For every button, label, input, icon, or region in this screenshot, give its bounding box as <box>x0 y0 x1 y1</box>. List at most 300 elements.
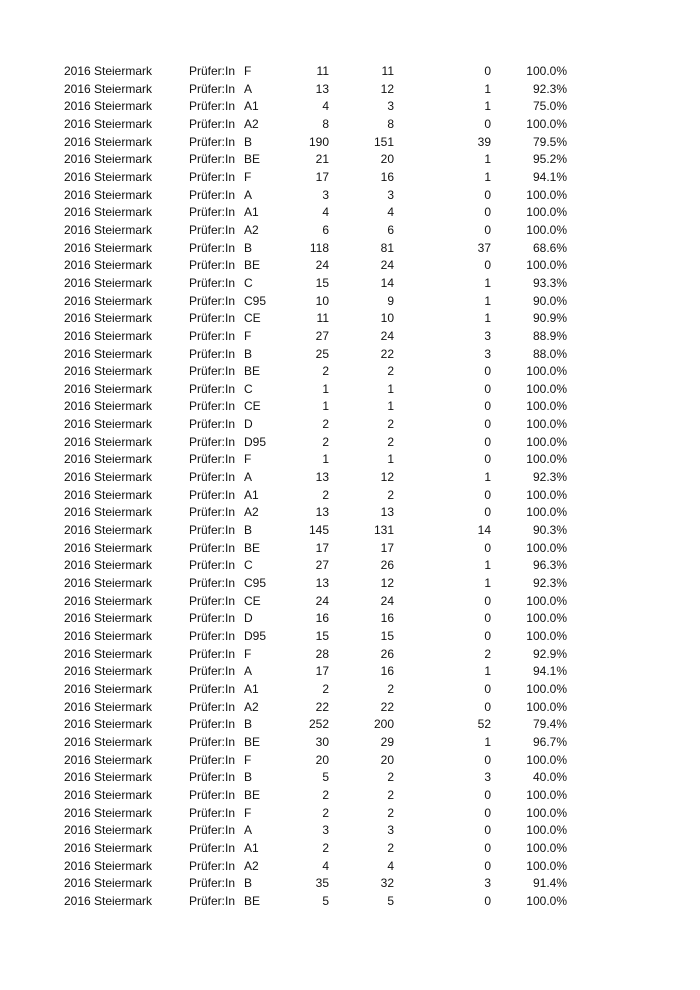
passed-cell: 22 <box>380 699 394 714</box>
total-cell: 27 <box>315 328 329 343</box>
role-cell: Prüfer:In <box>189 258 236 273</box>
table-row <box>0 81 700 99</box>
license-class-cell: A1 <box>244 205 259 220</box>
pass-rate-cell: 100.0% <box>526 805 567 820</box>
license-class-cell: BE <box>244 152 261 167</box>
pass-rate-cell: 96.7% <box>532 734 567 749</box>
year-cell: 2016 <box>64 717 91 732</box>
license-class-cell: B <box>244 134 253 149</box>
year-cell: 2016 <box>64 222 91 237</box>
table-row <box>0 346 700 364</box>
passed-cell: 2 <box>387 487 394 502</box>
year-cell: 2016 <box>64 593 91 608</box>
year-cell: 2016 <box>64 540 91 555</box>
total-cell: 5 <box>322 770 329 785</box>
table-row <box>0 187 700 205</box>
region-cell: Steiermark <box>94 611 153 626</box>
table-row <box>0 151 700 169</box>
role-cell: Prüfer:In <box>189 611 236 626</box>
passed-cell: 32 <box>380 876 394 891</box>
table-row <box>0 381 700 399</box>
table-row <box>0 116 700 134</box>
failed-cell: 0 <box>484 752 491 767</box>
license-class-cell: F <box>244 328 252 343</box>
passed-cell: 2 <box>387 434 394 449</box>
license-class-cell: D95 <box>244 434 267 449</box>
pass-rate-cell: 100.0% <box>526 417 567 432</box>
year-cell: 2016 <box>64 876 91 891</box>
passed-cell: 24 <box>380 593 394 608</box>
passed-cell: 2 <box>387 787 394 802</box>
spreadsheet-table <box>0 63 700 911</box>
year-cell: 2016 <box>64 576 91 591</box>
total-cell: 2 <box>322 805 329 820</box>
role-cell: Prüfer:In <box>189 275 236 290</box>
role-cell: Prüfer:In <box>189 328 236 343</box>
year-cell: 2016 <box>64 152 91 167</box>
pass-rate-cell: 100.0% <box>526 858 567 873</box>
failed-cell: 37 <box>477 240 491 255</box>
role-cell: Prüfer:In <box>189 558 236 573</box>
license-class-cell: B <box>244 346 253 361</box>
license-class-cell: A <box>244 470 253 485</box>
license-class-cell: F <box>244 452 252 467</box>
pass-rate-cell: 92.9% <box>532 646 567 661</box>
passed-cell: 12 <box>380 576 394 591</box>
pass-rate-cell: 92.3% <box>532 576 567 591</box>
year-cell: 2016 <box>64 558 91 573</box>
passed-cell: 151 <box>373 134 394 149</box>
passed-cell: 11 <box>381 64 394 78</box>
total-cell: 25 <box>315 346 329 361</box>
table-row <box>0 434 700 452</box>
failed-cell: 0 <box>484 805 491 820</box>
license-class-cell: A <box>244 664 253 679</box>
failed-cell: 1 <box>484 152 491 167</box>
table-row <box>0 293 700 311</box>
passed-cell: 1 <box>387 452 394 467</box>
failed-cell: 3 <box>484 876 491 891</box>
region-cell: Steiermark <box>94 487 153 502</box>
table-row <box>0 805 700 823</box>
passed-cell: 22 <box>380 346 394 361</box>
failed-cell: 1 <box>484 81 491 96</box>
failed-cell: 0 <box>484 116 491 131</box>
year-cell: 2016 <box>64 470 91 485</box>
failed-cell: 0 <box>484 823 491 838</box>
license-class-cell: BE <box>244 364 261 379</box>
pass-rate-cell: 93.3% <box>532 275 567 290</box>
pass-rate-cell: 100.0% <box>526 787 567 802</box>
region-cell: Steiermark <box>94 558 153 573</box>
pass-rate-cell: 100.0% <box>526 487 567 502</box>
license-class-cell: A2 <box>244 858 259 873</box>
failed-cell: 0 <box>484 452 491 467</box>
total-cell: 118 <box>309 240 329 255</box>
total-cell: 20 <box>315 752 329 767</box>
failed-cell: 0 <box>484 187 491 202</box>
role-cell: Prüfer:In <box>189 434 236 449</box>
failed-cell: 0 <box>484 258 491 273</box>
region-cell: Steiermark <box>94 858 153 873</box>
table-row <box>0 575 700 593</box>
table-row <box>0 681 700 699</box>
failed-cell: 0 <box>484 64 491 78</box>
pass-rate-cell: 92.3% <box>532 470 567 485</box>
total-cell: 13 <box>315 81 329 96</box>
license-class-cell: F <box>244 169 252 184</box>
region-cell: Steiermark <box>94 787 153 802</box>
total-cell: 30 <box>315 734 329 749</box>
failed-cell: 2 <box>484 646 491 661</box>
license-class-cell: C95 <box>244 576 267 591</box>
pass-rate-cell: 100.0% <box>526 116 567 131</box>
table-row <box>0 769 700 787</box>
region-cell: Steiermark <box>94 222 153 237</box>
pass-rate-cell: 100.0% <box>526 840 567 855</box>
year-cell: 2016 <box>64 381 91 396</box>
total-cell: 2 <box>322 434 329 449</box>
year-cell: 2016 <box>64 770 91 785</box>
year-cell: 2016 <box>64 399 91 414</box>
pass-rate-cell: 100.0% <box>526 64 567 78</box>
total-cell: 17 <box>315 540 329 555</box>
year-cell: 2016 <box>64 240 91 255</box>
license-class-cell: B <box>244 240 253 255</box>
table-row <box>0 310 700 328</box>
total-cell: 11 <box>316 64 329 78</box>
region-cell: Steiermark <box>94 452 153 467</box>
passed-cell: 81 <box>380 240 394 255</box>
region-cell: Steiermark <box>94 134 153 149</box>
year-cell: 2016 <box>64 275 91 290</box>
table-row <box>0 716 700 734</box>
total-cell: 2 <box>322 417 329 432</box>
failed-cell: 0 <box>484 205 491 220</box>
region-cell: Steiermark <box>94 258 153 273</box>
pass-rate-cell: 100.0% <box>526 893 567 908</box>
pass-rate-cell: 94.1% <box>532 664 567 679</box>
total-cell: 2 <box>322 487 329 502</box>
role-cell: Prüfer:In <box>189 734 236 749</box>
role-cell: Prüfer:In <box>189 858 236 873</box>
table-row <box>0 275 700 293</box>
license-class-cell: BE <box>244 734 261 749</box>
table-row <box>0 363 700 381</box>
region-cell: Steiermark <box>94 399 153 414</box>
table-row <box>0 557 700 575</box>
license-class-cell: BE <box>244 258 261 273</box>
total-cell: 4 <box>322 858 329 873</box>
role-cell: Prüfer:In <box>189 523 236 538</box>
role-cell: Prüfer:In <box>189 240 236 255</box>
role-cell: Prüfer:In <box>189 452 236 467</box>
year-cell: 2016 <box>64 805 91 820</box>
passed-cell: 131 <box>373 523 394 538</box>
region-cell: Steiermark <box>94 523 153 538</box>
pass-rate-cell: 90.0% <box>532 293 567 308</box>
year-cell: 2016 <box>64 64 91 78</box>
region-cell: Steiermark <box>94 505 153 520</box>
passed-cell: 1 <box>387 399 394 414</box>
role-cell: Prüfer:In <box>189 681 236 696</box>
year-cell: 2016 <box>64 699 91 714</box>
passed-cell: 6 <box>387 222 394 237</box>
total-cell: 17 <box>315 169 329 184</box>
region-cell: Steiermark <box>94 81 153 96</box>
license-class-cell: CE <box>244 311 261 326</box>
failed-cell: 0 <box>484 611 491 626</box>
role-cell: Prüfer:In <box>189 664 236 679</box>
total-cell: 2 <box>322 787 329 802</box>
table-row <box>0 628 700 646</box>
pass-rate-cell: 100.0% <box>526 205 567 220</box>
region-cell: Steiermark <box>94 187 153 202</box>
pass-rate-cell: 100.0% <box>526 434 567 449</box>
pass-rate-cell: 100.0% <box>526 540 567 555</box>
region-cell: Steiermark <box>94 116 153 131</box>
total-cell: 13 <box>315 505 329 520</box>
region-cell: Steiermark <box>94 152 153 167</box>
pass-rate-cell: 88.0% <box>532 346 567 361</box>
failed-cell: 0 <box>484 381 491 396</box>
pass-rate-cell: 79.4% <box>532 717 567 732</box>
total-cell: 35 <box>315 876 329 891</box>
total-cell: 24 <box>315 258 329 273</box>
role-cell: Prüfer:In <box>189 470 236 485</box>
license-class-cell: C <box>244 275 253 290</box>
region-cell: Steiermark <box>94 717 153 732</box>
year-cell: 2016 <box>64 364 91 379</box>
total-cell: 1 <box>322 452 329 467</box>
passed-cell: 2 <box>387 417 394 432</box>
region-cell: Steiermark <box>94 752 153 767</box>
failed-cell: 0 <box>484 487 491 502</box>
table-row <box>0 540 700 558</box>
license-class-cell: F <box>244 64 252 78</box>
role-cell: Prüfer:In <box>189 152 236 167</box>
pass-rate-cell: 88.9% <box>532 328 567 343</box>
passed-cell: 2 <box>387 770 394 785</box>
role-cell: Prüfer:In <box>189 205 236 220</box>
failed-cell: 1 <box>484 275 491 290</box>
failed-cell: 1 <box>484 734 491 749</box>
year-cell: 2016 <box>64 328 91 343</box>
region-cell: Steiermark <box>94 64 153 78</box>
failed-cell: 0 <box>484 399 491 414</box>
region-cell: Steiermark <box>94 805 153 820</box>
table-row <box>0 787 700 805</box>
region-cell: Steiermark <box>94 681 153 696</box>
failed-cell: 0 <box>484 364 491 379</box>
total-cell: 3 <box>322 823 329 838</box>
pass-rate-cell: 100.0% <box>526 593 567 608</box>
pass-rate-cell: 100.0% <box>526 258 567 273</box>
failed-cell: 3 <box>484 328 491 343</box>
failed-cell: 39 <box>477 134 491 149</box>
failed-cell: 0 <box>484 893 491 908</box>
pass-rate-cell: 68.6% <box>532 240 567 255</box>
region-cell: Steiermark <box>94 646 153 661</box>
pass-rate-cell: 100.0% <box>526 699 567 714</box>
role-cell: Prüfer:In <box>189 893 236 908</box>
table-row <box>0 63 700 81</box>
total-cell: 16 <box>315 611 329 626</box>
pass-rate-cell: 91.4% <box>532 876 567 891</box>
license-class-cell: B <box>244 523 253 538</box>
year-cell: 2016 <box>64 681 91 696</box>
passed-cell: 12 <box>380 470 394 485</box>
year-cell: 2016 <box>64 293 91 308</box>
passed-cell: 16 <box>380 664 394 679</box>
license-class-cell: A1 <box>244 681 259 696</box>
year-cell: 2016 <box>64 505 91 520</box>
pass-rate-cell: 100.0% <box>526 381 567 396</box>
passed-cell: 16 <box>380 169 394 184</box>
total-cell: 1 <box>322 399 329 414</box>
failed-cell: 3 <box>484 346 491 361</box>
year-cell: 2016 <box>64 417 91 432</box>
total-cell: 22 <box>315 699 329 714</box>
total-cell: 15 <box>315 275 329 290</box>
passed-cell: 20 <box>380 752 394 767</box>
role-cell: Prüfer:In <box>189 116 236 131</box>
passed-cell: 2 <box>387 840 394 855</box>
table-row <box>0 504 700 522</box>
pass-rate-cell: 100.0% <box>526 629 567 643</box>
license-class-cell: F <box>244 805 252 820</box>
passed-cell: 26 <box>380 646 394 661</box>
passed-cell: 10 <box>380 311 394 326</box>
table-row <box>0 398 700 416</box>
license-class-cell: A <box>244 823 253 838</box>
region-cell: Steiermark <box>94 840 153 855</box>
failed-cell: 1 <box>484 470 491 485</box>
role-cell: Prüfer:In <box>189 629 236 643</box>
passed-cell: 2 <box>387 805 394 820</box>
total-cell: 2 <box>322 364 329 379</box>
total-cell: 24 <box>315 593 329 608</box>
role-cell: Prüfer:In <box>189 876 236 891</box>
failed-cell: 52 <box>477 717 491 732</box>
total-cell: 15 <box>315 629 329 643</box>
passed-cell: 4 <box>387 858 394 873</box>
license-class-cell: A2 <box>244 116 259 131</box>
passed-cell: 3 <box>387 187 394 202</box>
total-cell: 6 <box>322 222 329 237</box>
region-cell: Steiermark <box>94 311 153 326</box>
failed-cell: 14 <box>477 523 491 538</box>
region-cell: Steiermark <box>94 893 153 908</box>
region-cell: Steiermark <box>94 734 153 749</box>
year-cell: 2016 <box>64 823 91 838</box>
total-cell: 4 <box>322 205 329 220</box>
total-cell: 13 <box>315 470 329 485</box>
table-row <box>0 469 700 487</box>
year-cell: 2016 <box>64 452 91 467</box>
total-cell: 1 <box>322 381 329 396</box>
table-row <box>0 134 700 152</box>
table-row <box>0 646 700 664</box>
table-row <box>0 752 700 770</box>
role-cell: Prüfer:In <box>189 646 236 661</box>
role-cell: Prüfer:In <box>189 823 236 838</box>
table-row <box>0 893 700 911</box>
failed-cell: 0 <box>484 629 491 643</box>
license-class-cell: CE <box>244 399 261 414</box>
passed-cell: 24 <box>380 258 394 273</box>
table-row <box>0 840 700 858</box>
passed-cell: 15 <box>380 629 394 643</box>
pass-rate-cell: 100.0% <box>526 399 567 414</box>
table-row <box>0 663 700 681</box>
license-class-cell: C <box>244 381 253 396</box>
table-row <box>0 699 700 717</box>
region-cell: Steiermark <box>94 240 153 255</box>
year-cell: 2016 <box>64 187 91 202</box>
license-class-cell: D <box>244 611 253 626</box>
license-class-cell: B <box>244 770 253 785</box>
pass-rate-cell: 75.0% <box>532 99 567 114</box>
failed-cell: 1 <box>484 169 491 184</box>
passed-cell: 13 <box>380 505 394 520</box>
failed-cell: 0 <box>484 787 491 802</box>
year-cell: 2016 <box>64 487 91 502</box>
region-cell: Steiermark <box>94 770 153 785</box>
table-row <box>0 610 700 628</box>
table-row <box>0 257 700 275</box>
total-cell: 13 <box>315 576 329 591</box>
role-cell: Prüfer:In <box>189 787 236 802</box>
region-cell: Steiermark <box>94 205 153 220</box>
year-cell: 2016 <box>64 858 91 873</box>
table-row <box>0 522 700 540</box>
year-cell: 2016 <box>64 664 91 679</box>
table-row <box>0 593 700 611</box>
total-cell: 28 <box>315 646 329 661</box>
role-cell: Prüfer:In <box>189 346 236 361</box>
passed-cell: 3 <box>387 99 394 114</box>
total-cell: 3 <box>322 187 329 202</box>
region-cell: Steiermark <box>94 328 153 343</box>
total-cell: 2 <box>322 840 329 855</box>
failed-cell: 1 <box>484 576 491 591</box>
total-cell: 27 <box>315 558 329 573</box>
role-cell: Prüfer:In <box>189 134 236 149</box>
role-cell: Prüfer:In <box>189 770 236 785</box>
total-cell: 17 <box>315 664 329 679</box>
passed-cell: 2 <box>387 681 394 696</box>
license-class-cell: D95 <box>244 629 267 643</box>
year-cell: 2016 <box>64 134 91 149</box>
role-cell: Prüfer:In <box>189 576 236 591</box>
failed-cell: 0 <box>484 417 491 432</box>
table-row <box>0 487 700 505</box>
license-class-cell: CE <box>244 593 261 608</box>
region-cell: Steiermark <box>94 823 153 838</box>
table-row <box>0 734 700 752</box>
pass-rate-cell: 100.0% <box>526 452 567 467</box>
year-cell: 2016 <box>64 311 91 326</box>
pass-rate-cell: 79.5% <box>532 134 567 149</box>
failed-cell: 0 <box>484 858 491 873</box>
license-class-cell: BE <box>244 787 261 802</box>
region-cell: Steiermark <box>94 470 153 485</box>
failed-cell: 0 <box>484 505 491 520</box>
license-class-cell: D <box>244 417 253 432</box>
role-cell: Prüfer:In <box>189 222 236 237</box>
table-row <box>0 875 700 893</box>
